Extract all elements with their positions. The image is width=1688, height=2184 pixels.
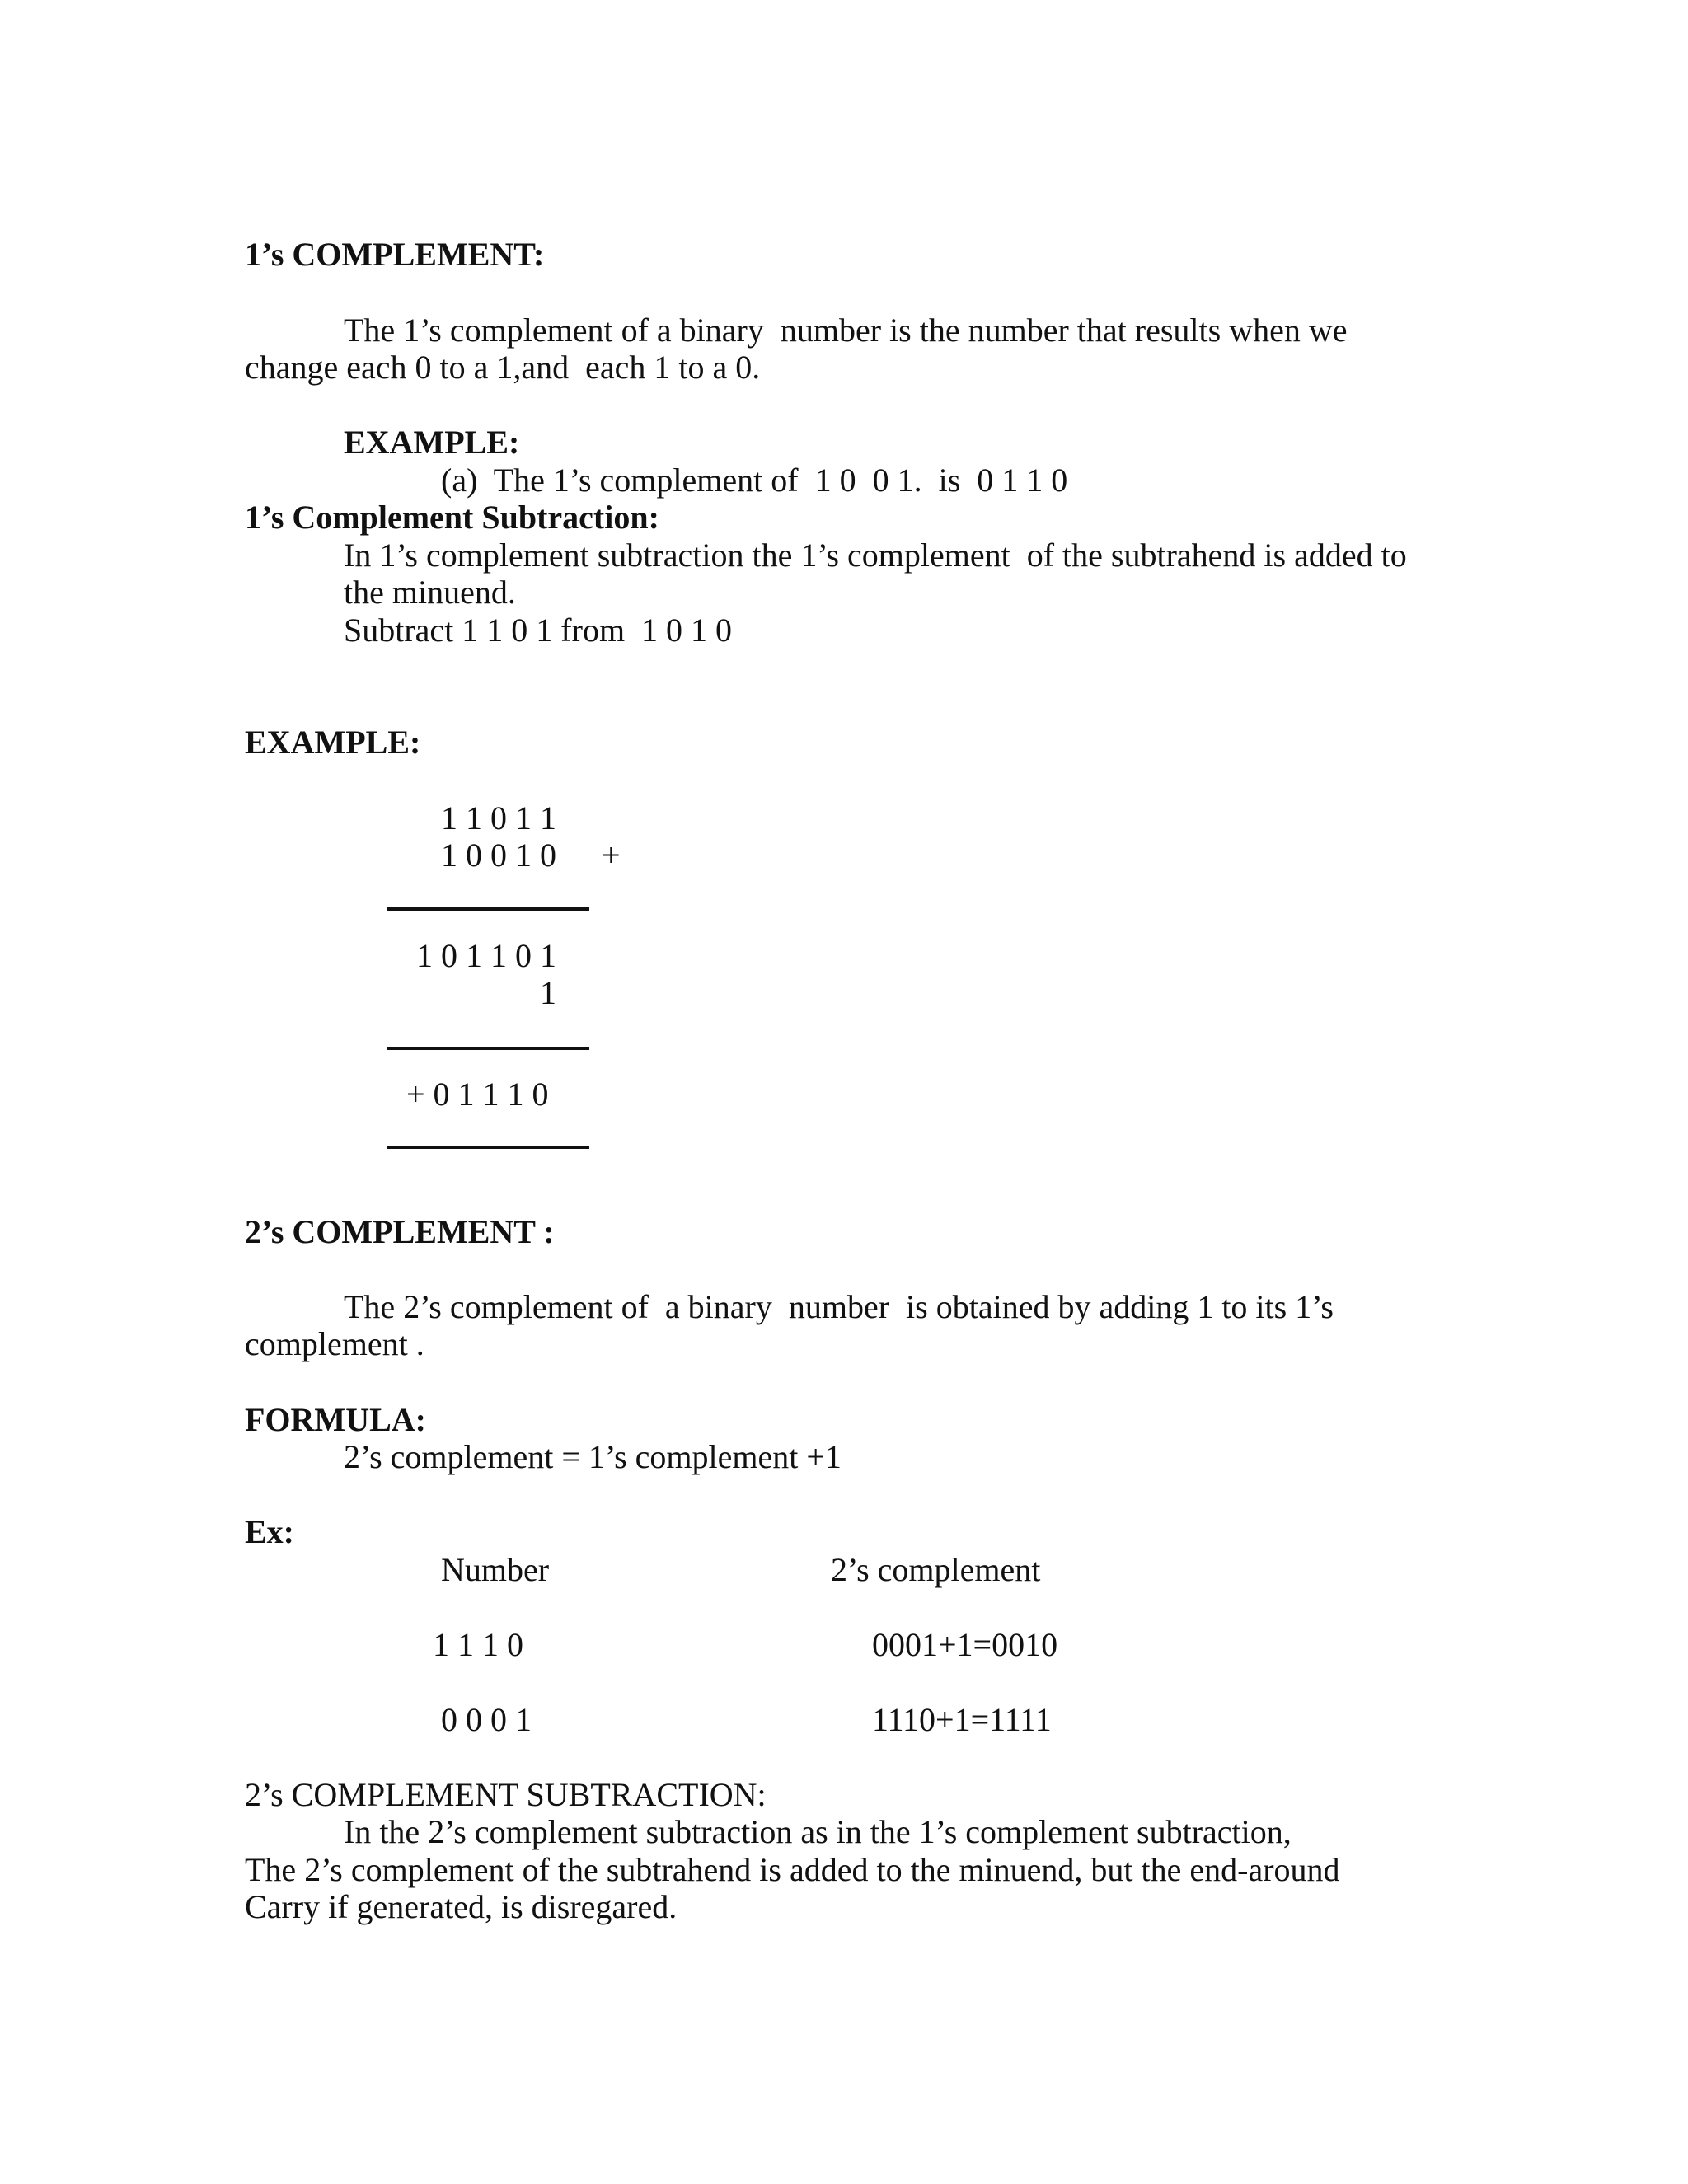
paragraph-line: In the 2’s complement subtraction as in the 1’s complement subtraction, bbox=[344, 1813, 1292, 1850]
paragraph-line: Carry if generated, is disregared. bbox=[245, 1888, 678, 1925]
carry-row: 1 bbox=[540, 974, 556, 1011]
example-text: (a) The 1’s complement of 1 0 0 1. is 0 1 1 0 bbox=[441, 462, 1068, 499]
formula-text: 2’s complement = 1’s complement +1 bbox=[344, 1438, 842, 1475]
table-cell-number: 0 0 0 1 bbox=[441, 1701, 532, 1738]
section-heading-example: EXAMPLE: bbox=[245, 724, 421, 761]
table-cell-result: 0001+1=0010 bbox=[872, 1626, 1058, 1663]
result-rule bbox=[387, 1146, 589, 1149]
example-label: EXAMPLE: bbox=[344, 424, 520, 461]
section-heading-ones-complement-subtraction: 1’s Complement Subtraction: bbox=[245, 499, 659, 536]
sum-row: 1 0 1 1 0 1 bbox=[416, 937, 556, 974]
section-heading-ones-complement: 1’s COMPLEMENT: bbox=[245, 236, 545, 273]
carry-rule bbox=[387, 1047, 589, 1050]
paragraph-line: The 2’s complement of the subtrahend is added to the minuend, but the end-around bbox=[245, 1851, 1340, 1888]
sum-rule bbox=[387, 907, 589, 911]
paragraph-line: Subtract 1 1 0 1 from 1 0 1 0 bbox=[344, 612, 733, 649]
plus-sign: + bbox=[602, 837, 621, 874]
table-header-twos-complement: 2’s complement bbox=[831, 1551, 1041, 1588]
table-header-number: Number bbox=[441, 1551, 550, 1588]
ex-label: Ex: bbox=[245, 1513, 294, 1550]
table-cell-result: 1110+1=1111 bbox=[872, 1701, 1052, 1738]
paragraph-line: In 1’s complement subtraction the 1’s complement of the subtrahend is added to bbox=[344, 537, 1407, 574]
table-cell-number: 1 1 1 0 bbox=[433, 1626, 523, 1663]
paragraph-line: change each 0 to a 1,and each 1 to a 0. bbox=[245, 349, 761, 386]
result-row: + 0 1 1 1 0 bbox=[406, 1076, 549, 1113]
paragraph-line: complement . bbox=[245, 1325, 424, 1362]
addend-row: 1 1 0 1 1 bbox=[441, 799, 556, 837]
paragraph-line: The 2’s complement of a binary number is obtained by adding 1 to its 1’s bbox=[344, 1288, 1334, 1325]
addend-row: 1 0 0 1 0 bbox=[441, 837, 556, 874]
section-heading-twos-complement: 2’s COMPLEMENT : bbox=[245, 1213, 555, 1250]
section-heading-twos-complement-subtraction: 2’s COMPLEMENT SUBTRACTION: bbox=[245, 1776, 767, 1813]
formula-label: FORMULA: bbox=[245, 1401, 426, 1438]
paragraph-line: the minuend. bbox=[344, 574, 516, 611]
paragraph-line: The 1’s complement of a binary number is the number that results when we bbox=[344, 312, 1348, 349]
